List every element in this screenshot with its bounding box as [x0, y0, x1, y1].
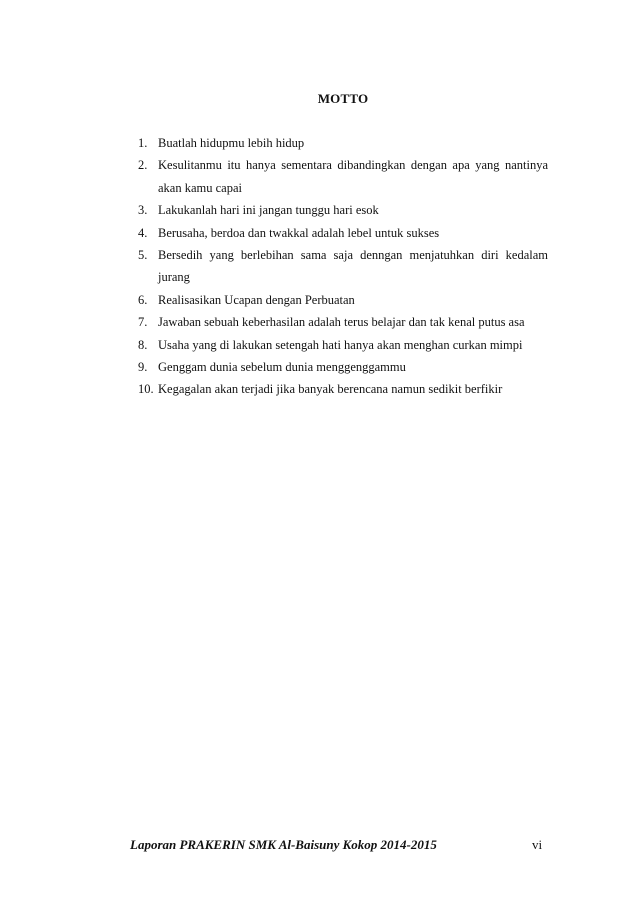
- list-item: [138, 334, 548, 356]
- item-text: Jawaban sebuah keberhasilan adalah terus belajar dan tak kenal putus asa: [158, 315, 525, 330]
- item-number: 1.: [138, 136, 148, 150]
- item-text: Usaha yang di lakukan setengah hati hanya akan menghan curkan mimpi: [158, 337, 523, 352]
- item-number: 4.: [138, 225, 148, 240]
- item-number: 8.: [138, 337, 148, 352]
- item-text: Bersedih yang berlebihan sama saja denngan menjatuhkan diri kedalam jurang: [158, 248, 548, 285]
- item-text: Genggam dunia sebelum dunia menggenggammu: [158, 360, 406, 375]
- list-item: [138, 222, 548, 244]
- item-text: Berusaha, berdoa dan twakkal adalah lebel untuk sukses: [158, 225, 440, 240]
- page-title: MOTTO: [317, 91, 369, 106]
- list-item: [138, 244, 548, 289]
- item-number: 3.: [138, 203, 148, 218]
- list-item: [138, 132, 548, 154]
- item-number: 9.: [138, 360, 148, 375]
- list-item: [138, 356, 548, 378]
- item-text: Realisasikan Ucapan dengan Perbuatan: [158, 292, 355, 307]
- footer-title: Laporan PRAKERIN SMK Al-Baisuny Kokop 2014-2015: [130, 837, 437, 852]
- list-item: [138, 378, 548, 400]
- item-number: 6.: [138, 292, 148, 307]
- item-text: Kesulitanmu itu hanya sementara dibandingkan dengan apa yang nantinya akan kamu capai: [158, 158, 548, 195]
- motto-list: [138, 132, 548, 401]
- list-item: [138, 154, 548, 199]
- item-text: Lakukanlah hari ini jangan tunggu hari esok: [158, 203, 379, 218]
- item-text: Kegagalan akan terjadi jika banyak berencana namun sedikit berfikir: [158, 382, 503, 397]
- item-text: Buatlah hidupmu lebih hidup: [158, 136, 305, 150]
- list-item: [138, 311, 548, 333]
- item-number: 7.: [138, 315, 148, 330]
- item-number: 5.: [138, 248, 148, 263]
- list-item: [138, 289, 548, 311]
- list-item: [138, 199, 548, 221]
- item-number: 10.: [138, 382, 154, 397]
- page-number: vi: [532, 837, 543, 852]
- item-number: 2.: [138, 158, 148, 173]
